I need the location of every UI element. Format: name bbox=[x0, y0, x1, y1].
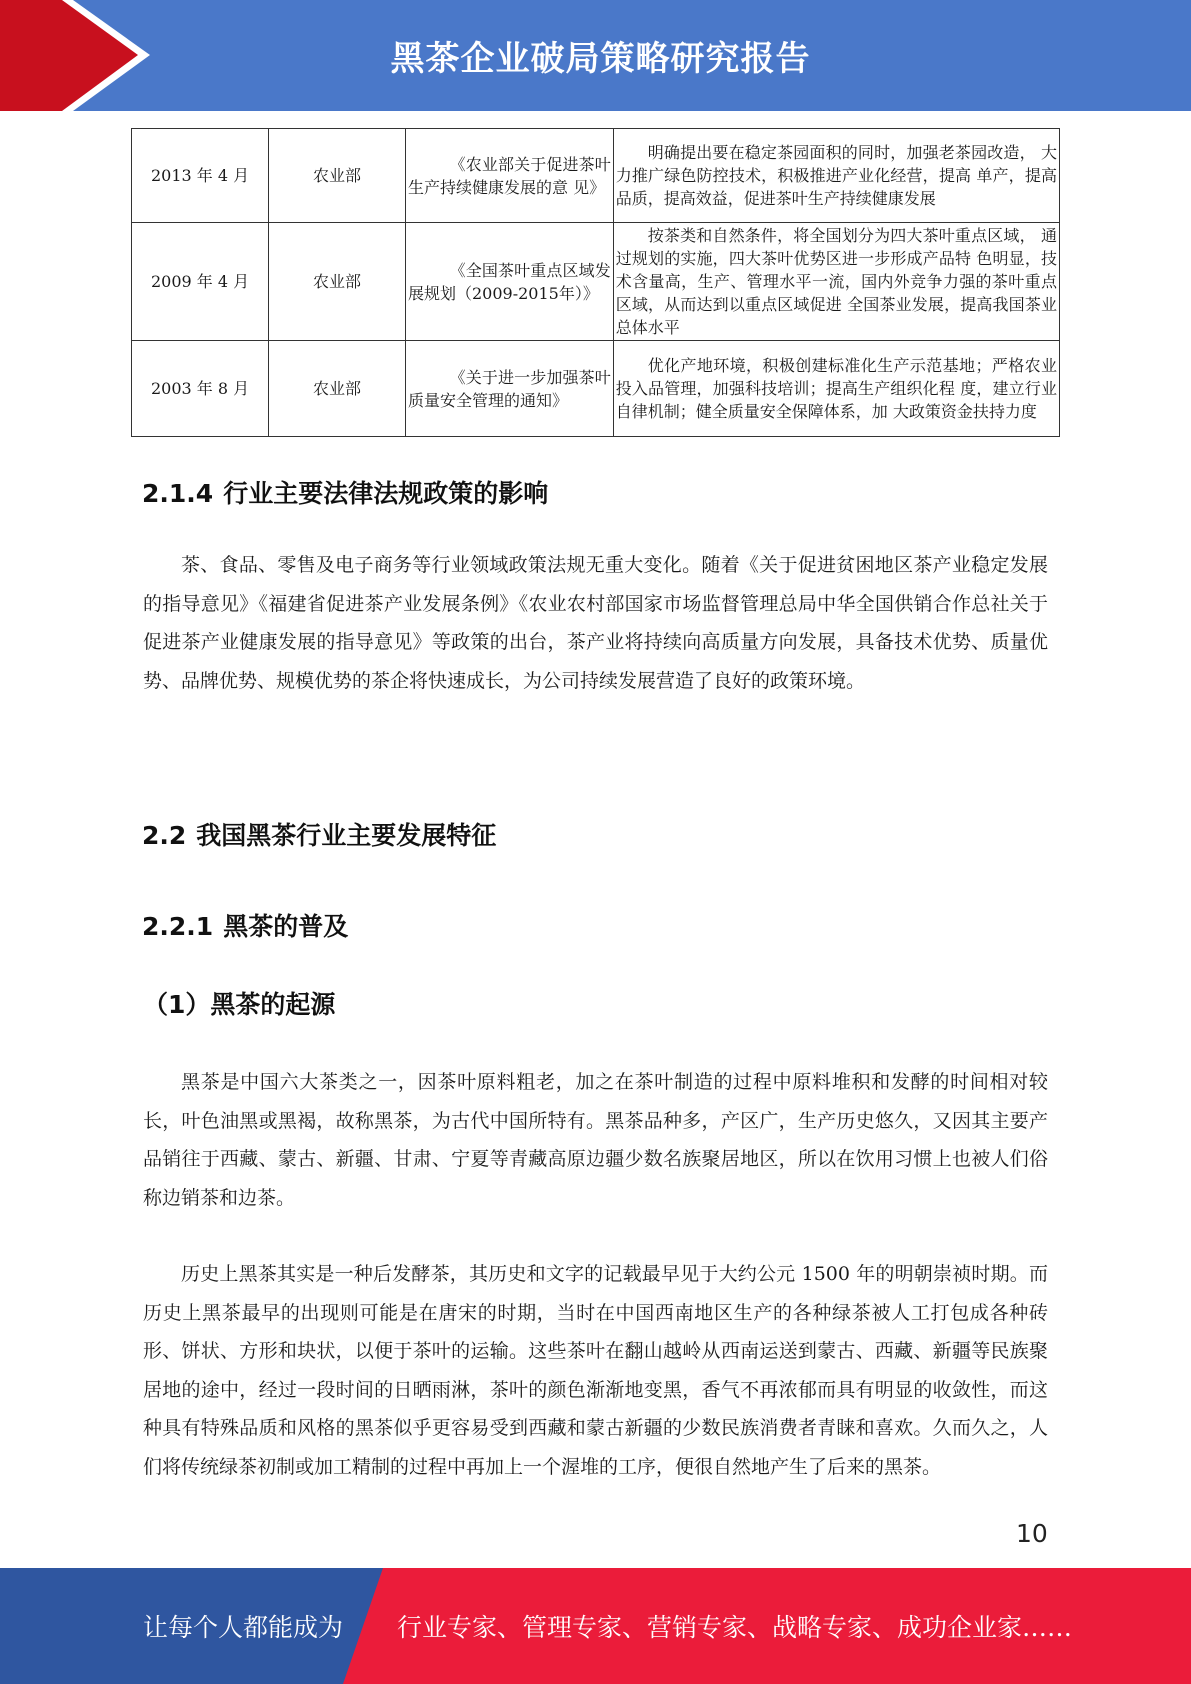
footer-banner bbox=[0, 1568, 1191, 1684]
department-cell: 农业部 bbox=[269, 341, 406, 437]
description-cell: 优化产地环境，积极创建标准化生产示范基地；严格农业投入品管理，加强科技培训；提高生产组织化程 度，建立行业自律机制；健全质量安全保障体系，加 大政策资金扶持力度 bbox=[613, 341, 1059, 437]
subsection-heading-origin: （1）黑茶的起源 bbox=[143, 990, 336, 1019]
department-cell: 农业部 bbox=[269, 223, 406, 341]
report-title: 黑茶企业破局策略研究报告 bbox=[390, 39, 811, 79]
date-cell: 2013 年 4 月 bbox=[132, 129, 269, 223]
footer-slogan-left: 让每个人都能成为 bbox=[143, 1613, 344, 1642]
date-cell: 2003 年 8 月 bbox=[132, 341, 269, 437]
table-row bbox=[132, 223, 1060, 341]
section-heading-2-2-1 bbox=[142, 907, 348, 943]
origin-paragraph-2: 历史上黑茶其实是一种后发酵茶，其历史和文字的记载最早见于大约公元 1500 年的明朝崇祯时期。而历史上黑茶最早的出现则可能是在唐宋的时期，当时在中国西南地区生产的各种绿茶被人工打包成各种砖形、饼状、方形和块状，以便于茶叶的运输。这些茶叶在翻山越岭从西南运送到蒙古、西藏、新疆等民族聚居地的途中，经过一段时间的日晒雨淋，茶叶的颜色渐渐地变黑，香气不再浓郁而具有明显的收敛性，而这种具有特殊品质和风格的黑茶似乎更容易受到西藏和蒙古新疆的少数民族消费者青睐和喜欢。久而久之，人们将传统绿茶初制或加工精制的过程中再加上一个渥堆的工序，便很自然地产生了后来的黑茶。 bbox=[143, 1263, 1048, 1478]
description-cell: 按茶类和自然条件，将全国划分为四大茶叶重点区域， 通过规划的实施，四大茶叶优势区进一步形成产品特 色明显，技术含量高，生产、管理水平一流，国内外竞争力强的茶叶重点区域，从而达到以重点区域促进 全国茶业发展，提高我国茶业总体水平 bbox=[613, 223, 1059, 341]
department-cell: 农业部 bbox=[269, 129, 406, 223]
document-cell: 《关于进一步加强茶叶 质量安全管理的通知》 bbox=[405, 341, 613, 437]
date-cell: 2009 年 4 月 bbox=[132, 223, 269, 341]
section-heading-2-1-4 bbox=[142, 474, 548, 510]
section-heading-2-2 bbox=[142, 816, 496, 852]
origin-paragraph-1: 黑茶是中国六大茶类之一，因茶叶原料粗老，加之在茶叶制造的过程中原料堆积和发酵的时间相对较长，叶色油黑或黑褐，故称黑茶，为古代中国所特有。黑茶品种多，产区广，生产历史悠久，又因其主要产品销往于西藏、蒙古、新疆、甘肃、宁夏等青藏高原边疆少数名族聚居地区，所以在饮用习惯上也被人们俗称边销茶和边茶。 bbox=[143, 1071, 1048, 1209]
description-cell: 明确提出要在稳定茶园面积的同时，加强老茶园改造， 大力推广绿色防控技术，积极推进产业化经营，提高 单产，提高品质，提高效益，促进茶叶生产持续健康发展 bbox=[613, 129, 1059, 223]
section-title: 行业主要法律法规政策的影响 bbox=[223, 479, 549, 508]
document-cell: 《全国茶叶重点区域发 展规划（2009-2015年）》 bbox=[405, 223, 613, 341]
footer-slogan-right: 行业专家、管理专家、营销专家、战略专家、成功企业家…… bbox=[397, 1613, 1073, 1642]
policy-table bbox=[131, 128, 1060, 437]
document-cell: 《农业部关于促进茶叶 生产持续健康发展的意 见》 bbox=[405, 129, 613, 223]
header-banner bbox=[0, 0, 1191, 111]
section-number: 2.2 bbox=[142, 821, 187, 850]
section-title: 黑茶的普及 bbox=[223, 912, 349, 941]
table-row bbox=[132, 129, 1060, 223]
table-row bbox=[132, 341, 1060, 437]
policy-impact-paragraph: 茶、食品、零售及电子商务等行业领域政策法规无重大变化。随着《关于促进贫困地区茶产业稳定发展的指导意见》《福建省促进茶产业发展条例》《农业农村部国家市场监督管理总局中华全国供销合作总社关于促进茶产业健康发展的指导意见》等政策的出台，茶产业将持续向高质量方向发展，具备技术优势、质量优势、品牌优势、规模优势的茶企将快速成长，为公司持续发展营造了良好的政策环境。 bbox=[143, 554, 1048, 692]
section-title: 我国黑茶行业主要发展特征 bbox=[196, 821, 497, 850]
section-number: 2.2.1 bbox=[142, 912, 214, 941]
page-number: 10 bbox=[1016, 1519, 1048, 1548]
section-number: 2.1.4 bbox=[142, 479, 214, 508]
